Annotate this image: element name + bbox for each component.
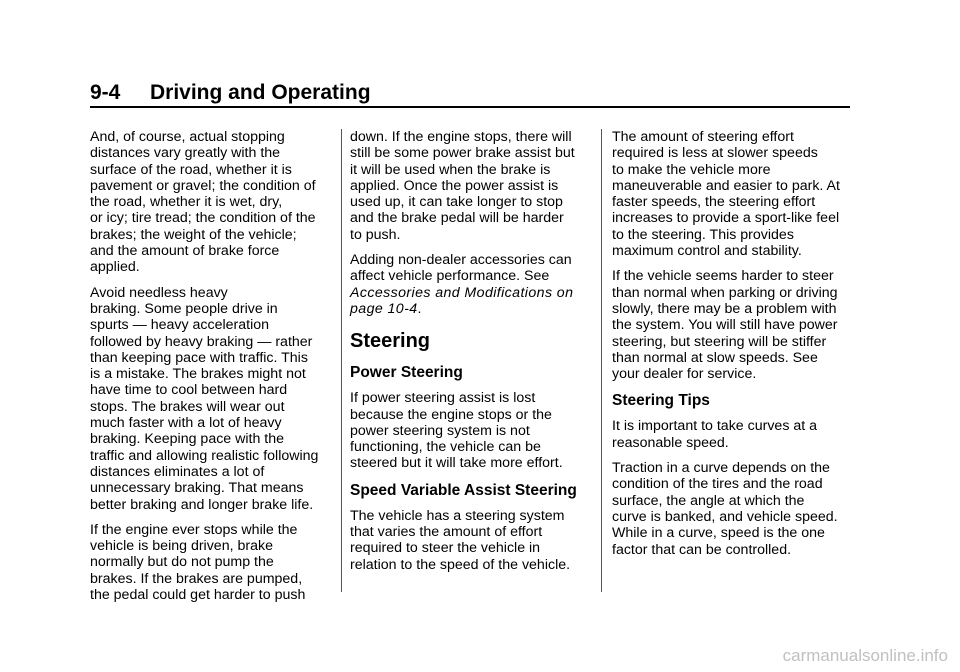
subheading-power-steering: Power Steering (350, 364, 463, 382)
paragraph-curves-speed: It is important to take curves at a reasonable speed. (612, 418, 818, 451)
column-divider-2 (601, 129, 602, 592)
column-3 (612, 129, 862, 567)
chapter-title: Driving and Operating (150, 81, 371, 104)
paragraph-harder-to-steer: If the vehicle seems harder to steer than normal when parking or driving slowly, there may be a problem with the system. You will still have power steering, but steering will be stiffer than normal at slow speeds. See your dealer for service. (612, 268, 838, 383)
watermark: carmanualsonline.info (782, 646, 948, 665)
paragraph-avoid-heavy-braking: Avoid needless heavy braking. Some people drive in spurts — heavy acceleration followed by heavy braking — rather than keeping pace with traffic. This is a mistake. The brakes might not have time to cool between hard stops. The brakes will wear out much faster with a lot of heavy braking. Keeping pace with the traffic and allowing realistic following distances eliminates a lot of unnecessary braking. That means better braking and longer brake life. (90, 284, 319, 513)
cross-reference-link[interactable]: Accessories and Modifications on page 10‑4 (350, 284, 574, 317)
paragraph-speed-variable: The vehicle has a steering system that varies the amount of effort required to steer the vehicle in relation to the speed of the vehicle. (350, 507, 571, 573)
accessories-period: . (417, 300, 422, 317)
paragraph-power-steering: If power steering assist is lost because the engine stops or the power steering system is not functioning, the vehicle can be steered but it will take more effort. (350, 390, 563, 472)
paragraph-traction: Traction in a curve depends on the condition of the tires and the road surface, the angle at which the curve is banked, and vehicle speed. While in a curve, speed is the one factor that can be controlled. (612, 460, 838, 558)
accessories-text: Adding non-dealer accessories can affect vehicle performance. See (350, 252, 572, 285)
column-2 (350, 129, 590, 582)
column-divider-1 (341, 129, 342, 592)
column-1 (90, 129, 336, 612)
paragraph-accessories (350, 252, 590, 317)
subheading-speed-variable: Speed Variable Assist Steering (350, 481, 577, 499)
paragraph-power-assist: down. If the engine stops, there will still be some power brake assist but it will be used when the brake is applied. Once the power assist is used up, it can take longer to stop and the brake pedal will be harder to push. (350, 129, 575, 243)
subheading-steering-tips: Steering Tips (612, 392, 710, 410)
section-title-steering: Steering (350, 330, 431, 353)
paragraph-stopping-distances: And, of course, actual stopping distances vary greatly with the surface of the road, whether it is pavement or gravel; the condition of the road, whether it is wet, dry, or icy; tire tread; the condition of the brakes; the weight of the vehicle; and the amount of brake force applied. (90, 129, 316, 276)
paragraph-engine-stops: If the engine ever stops while the vehicle is being driven, brake normally but do not pump the brakes. If the brakes are pumped, the pedal could get harder to push (90, 521, 306, 604)
page-header (90, 80, 850, 108)
paragraph-steering-effort: The amount of steering effort required is less at slower speeds to make the vehicle more maneuverable and easier to park. At faster speeds, the steering effort increases to provide a sport-like feel to the steering. This provides maximum control and stability. (612, 129, 840, 260)
chapter-number: 9-4 (90, 81, 121, 104)
